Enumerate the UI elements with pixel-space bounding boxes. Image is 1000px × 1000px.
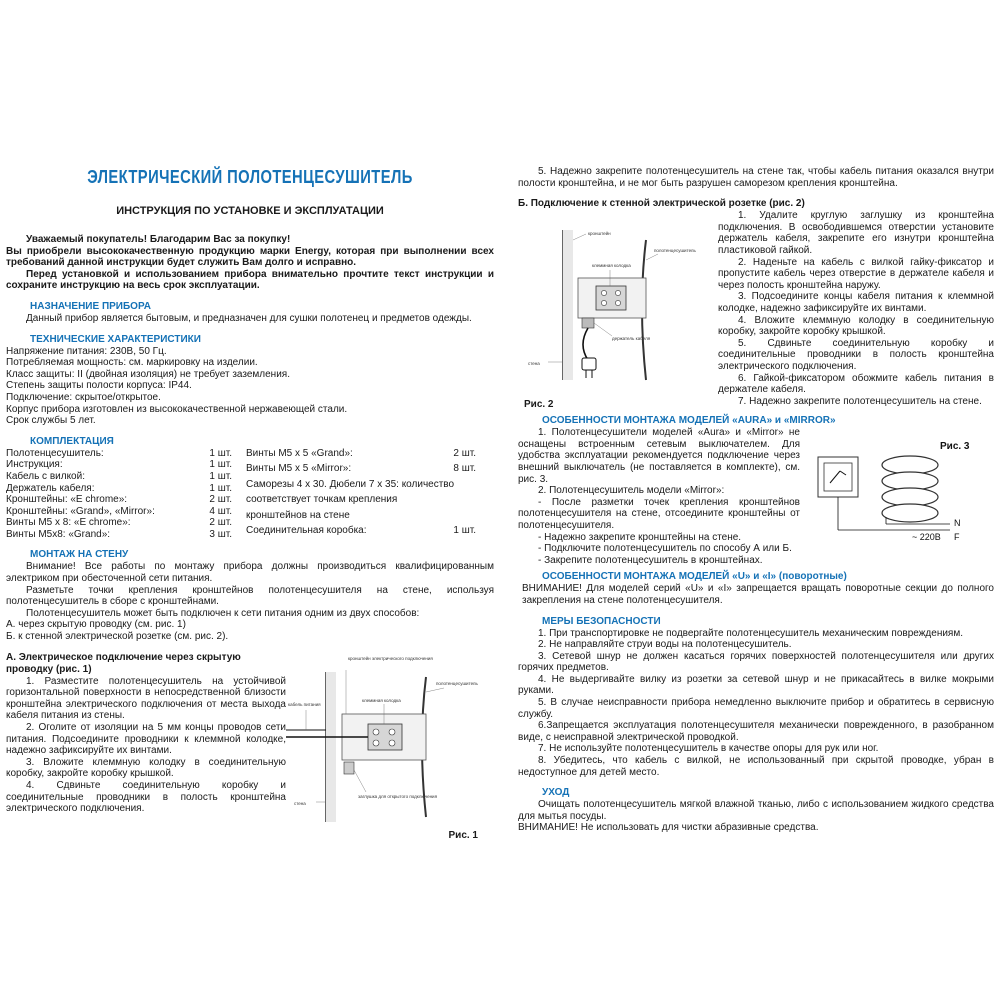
kit-item-name: Кронштейны: «E chrome»: (6, 494, 128, 506)
rotary-text: ВНИМАНИЕ! Для моделей серий «U» и «I» запрещается вращать поворотные секции до полного закрепления на стене полотенцесушителя. (522, 583, 994, 606)
section-a (6, 652, 494, 842)
page-subtitle: ИНСТРУКЦИЯ ПО УСТАНОВКЕ И ЭКСПЛУАТАЦИИ (116, 205, 384, 217)
section-a-step: 1. Разместите полотенцесушитель на устойчивой горизонтальной поверхности в непосредственной близости кронштейна электрического подключения от места выхода кабеля питания из стены. (6, 675, 286, 722)
right-column (518, 166, 994, 834)
care-warning: ВНИМАНИЕ! Не использовать для чистки абразивные средства. (518, 822, 819, 834)
kit-item-name: Инструкция: (6, 459, 63, 471)
safety-item: 4. Не выдергивайте вилку из розетки за сетевой шнур и не прикасайтесь в вилке мокрыми руками. (518, 673, 994, 697)
mount-heading: МОНТАЖ НА СТЕНУ (30, 549, 129, 561)
figure-1-caption: Рис. 1 (448, 830, 478, 842)
leader-line (426, 688, 444, 692)
safety-item: 5. В случае неисправности прибора немедленно выключите прибор и обратитесь в сервисную службу. (518, 697, 994, 720)
fig2-label-dryer: полотенцесушитель (654, 248, 696, 254)
spec-line: Напряжение питания: 230В, 50 Гц. (6, 345, 167, 357)
figure-2-diagram (518, 210, 718, 392)
section-a-step: 4. Сдвиньте соединительную коробку и соединительные проводники в полость кронштейна электрического подключения. (6, 779, 286, 815)
coil-loop (882, 456, 938, 474)
kit-row (6, 483, 246, 495)
aura-mirror-section (518, 427, 994, 566)
cable-holder-shape (582, 318, 594, 328)
mount-step-5: 5. Надежно закрепите полотенцесушитель на стене так, чтобы кабель питания оказался внутри полости кронштейна, и не мог быть разрушен саморезом крепления кронштейна. (518, 166, 994, 189)
kit-item-name: Винты М5 х 5 «Mirror»: (246, 463, 352, 475)
section-b-text (718, 210, 994, 410)
coil-loop (882, 504, 938, 522)
kit-row (6, 448, 246, 460)
kit-item-name: Держатель кабеля: (6, 482, 95, 494)
kit-row (6, 459, 246, 471)
fig1-label-cover: заглушка для открытого подключения (358, 793, 438, 799)
screw-shape (615, 301, 620, 306)
switch-inner (824, 463, 852, 491)
fig1-label-bracket: кронштейн электрического подключения (348, 655, 433, 661)
screw-shape (601, 301, 606, 306)
kit-item-qty: 2 шт. (209, 494, 232, 506)
screw-shape (373, 729, 379, 735)
kit-row (6, 506, 246, 518)
rotary-heading: ОСОБЕННОСТИ МОНТАЖА МОДЕЛЕЙ «U» и «I» (поворотные) (542, 571, 847, 583)
kit-heading: КОМПЛЕКТАЦИЯ (30, 435, 114, 447)
mount-option-b: Б. к стенной электрической розетке (см. рис. 2). (6, 631, 229, 643)
safety-item: 2. Не направляйте струи воды на полотенцесушитель. (538, 639, 792, 651)
plug-shape (582, 358, 596, 370)
screw-shape (601, 291, 606, 296)
kit-left-list (6, 448, 246, 541)
spec-line: Срок службы 5 лет. (6, 415, 96, 427)
section-a-step: 2. Оголите от изоляции на 5 мм концы проводов сети питания. Подсоедините проводники к клеммной колодке, надежно зафиксируйте их винтами. (6, 722, 286, 757)
coil-loop (882, 488, 938, 506)
specs-heading: ТЕХНИЧЕСКИЕ ХАРАКТЕРИСТИКИ (30, 333, 201, 345)
aura-mirror-p1: 1. Полотенцесушители моделей «Aura» и «Mirror» не оснащены встроенным сетевым выключателем. Для удобства эксплуатации рекомендуется подключение через внешний выключатель (не поставляется в комплекте), см. рис. 3. (518, 427, 800, 485)
kit-item-name: кронштейнов на стене (246, 509, 350, 521)
aura-mirror-heading: ОСОБЕННОСТИ МОНТАЖА МОДЕЛЕЙ «AURA» и «MIRROR» (542, 415, 836, 427)
fig3-label-f: F (954, 532, 960, 543)
aura-mirror-bullet: - Закрепите полотенцесушитель в кронштейнах. (538, 554, 763, 566)
kit-row (6, 494, 246, 506)
section-b-step: 7. Надежно закрепите полотенцесушитель на стене. (738, 395, 982, 407)
terminal-block-shape (368, 724, 402, 750)
coil-loop (882, 472, 938, 490)
fig1-label-cable: кабель питания (288, 701, 321, 707)
kit-item-name: Кронштейны: «Grand», «Mirror»: (6, 505, 155, 517)
aura-mirror-bullet: - Подключите полотенцесушитель по способу А или Б. (538, 543, 792, 555)
terminal-block-shape (596, 286, 626, 310)
kit-item-qty: 2 шт. (209, 517, 232, 529)
kit-item-name: Саморезы 4 х 30. Дюбели 7 х 35: количество (246, 478, 455, 490)
kit-item-name: Кабель с вилкой: (6, 470, 85, 482)
figure-2-caption: Рис. 2 (524, 398, 554, 410)
kit-item-qty: 4 шт. (209, 505, 232, 517)
kit-row (246, 448, 476, 463)
leader-line (646, 254, 658, 260)
section-b (518, 210, 994, 410)
kit-item-qty: 1 шт. (209, 447, 232, 459)
intro-brand: Вы приобрели высококачественную продукцию марки Energy, которая при выполнении всех требований данной инструкции будет служить Вам долго и исправно. (6, 245, 494, 269)
section-a-step: 3. Вложите клеммную колодку в соединительную коробку, закройте коробку крышкой. (6, 756, 286, 780)
kit-item-name: Винты М5 х 8: «E chrome»: (6, 517, 131, 529)
dryer-coils (882, 456, 938, 522)
care-text: Очищать полотенцесушитель мягкой влажной тканью, либо с использованием жидкого средства для мытья посуды. (518, 799, 994, 822)
left-column (6, 166, 494, 842)
mount-option-a: А. через скрытую проводку (см. рис. 1) (6, 619, 186, 631)
kit-item-qty: 1 шт. (453, 524, 476, 536)
kit-row (246, 479, 476, 494)
section-b-step: 1. Удалите круглую заглушку из кронштейна подключения. В освободившемся отверстии установите держатель кабеля, закрепите его изнутри кронштейна пластиковой гайкой. (718, 210, 994, 256)
fig3-label-n: N (954, 518, 961, 529)
care-heading: УХОД (542, 787, 570, 799)
screw-shape (373, 740, 379, 746)
intro-read-instructions: Перед установкой и использованием прибора внимательно прочтите текст инструкции и сохраните инструкцию на весь срок эксплуатации. (6, 268, 494, 292)
fig1-label-wall: стена (294, 800, 306, 806)
mount-methods: Полотенцесушитель может быть подключен к сети питания одним из двух способов: (26, 607, 420, 619)
section-b-step: 4. Вложите клеммную колодку в соединительную коробку, закройте коробку крышкой. (718, 314, 994, 338)
safety-item: 1. При транспортировке не подвергайте полотенцесушитель механическим повреждениям. (538, 627, 963, 639)
kit-row (246, 510, 476, 525)
kit-item-name: Винты М5 х 5 «Grand»: (246, 447, 353, 459)
spec-line: Корпус прибора изготовлен из высококачественной нержавеющей стали. (6, 403, 348, 415)
spec-line: Подключение: скрытое/открытое. (6, 391, 161, 403)
section-b-step: 3. Подсоедините концы кабеля питания к клеммной колодке, надежно зафиксируйте их винтами. (718, 291, 994, 314)
section-b-step: 6. Гайкой-фиксатором обожмите кабель питания в держателе кабеля. (718, 372, 994, 396)
kit-item-name: Соединительная коробка: (246, 524, 367, 536)
screw-shape (615, 291, 620, 296)
aura-mirror-p2: 2. Полотенцесушитель модели «Mirror»: (538, 485, 725, 497)
spec-line: Потребляемая мощность: см. маркировку на изделии. (6, 357, 258, 369)
fig1-label-terminal: клеммная колодка (362, 697, 401, 703)
plug-cable (583, 328, 588, 360)
kit-row (6, 529, 246, 541)
leader-line (594, 323, 612, 336)
figure-3-diagram (800, 427, 994, 547)
fig2-label-wall: стена (528, 361, 540, 367)
fig2-label-holder: держатель кабеля (612, 336, 651, 342)
section-b-step: 2. Наденьте на кабель с вилкой гайку-фиксатор и пропустите кабель через отверстие в держателе кабеля и через полость кронштейна наружу. (718, 256, 994, 291)
leader-line (354, 770, 366, 792)
safety-item: 3. Сетевой шнур не должен касаться горячих поверхностей полотенцесушителя или других горячих предметов. (518, 650, 994, 674)
kit-item-name: соответствует точкам крепления (246, 494, 398, 506)
intro-greeting: Уважаемый покупатель! Благодарим Вас за покупку! (26, 234, 291, 245)
section-a-heading: А. Электрическое подключение через скрытую проводку (рис. 1) (6, 651, 241, 675)
kit-table (6, 448, 494, 541)
fig2-label-bracket: кронштейн (588, 231, 611, 237)
spec-line: Степень защиты полости корпуса: IP44. (6, 380, 192, 392)
wall-shade (563, 230, 573, 380)
kit-item-qty: 1 шт. (209, 482, 232, 494)
figure-1-diagram (286, 652, 494, 827)
cover-shape (344, 762, 354, 774)
mount-warning: Внимание! Все работы по монтажу прибора должны производиться квалифицированным электриком при обесточенной сети питания. (6, 561, 494, 585)
kit-item-name: Винты М5х8: «Grand»: (6, 528, 111, 540)
kit-right-list (246, 448, 476, 541)
kit-row (6, 471, 246, 483)
kit-item-qty: 1 шт. (209, 470, 232, 482)
screw-shape (389, 729, 395, 735)
aura-mirror-bullet: - Надежно закрепите кронштейны на стене. (538, 531, 742, 543)
safety-heading: МЕРЫ БЕЗОПАСНОСТИ (542, 615, 661, 627)
safety-item: 6.Запрещается эксплуатация полотенцесушителя механически поврежденного, в разобранном виде, с неисправной электрической проводкой. (518, 720, 994, 743)
kit-row (246, 463, 476, 478)
kit-row (246, 525, 476, 540)
kit-item-qty: 3 шт. (209, 528, 232, 540)
screw-shape (389, 740, 395, 746)
kit-item-name: Полотенцесушитель: (6, 447, 104, 459)
section-b-step: 5. Сдвиньте соединительную коробку и соединительные проводники в полость кронштейна электрического подключения. (718, 337, 994, 372)
leader-line (573, 234, 586, 240)
fig1-label-dryer: полотенцесушитель (436, 680, 478, 686)
purpose-heading: НАЗНАЧЕНИЕ ПРИБОРА (30, 300, 151, 312)
figure-3-caption: Рис. 3 (940, 441, 970, 453)
fig3-voltage: ~ 220В (912, 532, 941, 543)
safety-item: 7. Не используйте полотенцесушитель в качестве опоры для рук или ног. (538, 743, 879, 755)
safety-item: 8. Убедитесь, что кабель с вилкой, не использованный при скрытой проводке, убран в недоступное для детей место. (518, 755, 994, 778)
fig2-label-terminal: клеммная колодка (592, 263, 631, 269)
kit-row (246, 494, 476, 509)
figure-3 (800, 427, 994, 547)
spec-line: Класс защиты: II (двойная изоляция) не требует заземления. (6, 368, 290, 380)
figure-2 (518, 210, 718, 410)
section-a-text (6, 652, 286, 842)
kit-item-qty: 2 шт. (453, 447, 476, 459)
kit-item-qty: 1 шт. (209, 459, 232, 471)
wall-shade (326, 672, 336, 822)
kit-item-qty: 8 шт. (453, 463, 476, 475)
aura-mirror-text (518, 427, 800, 566)
page-title: ЭЛЕКТРИЧЕСКИЙ ПОЛОТЕНЦЕСУШИТЕЛЬ (87, 167, 413, 187)
aura-mirror-bullet: - После разметки точек крепления кронштейнов полотенцесушителя на стене, отсоедините кронштейны от полотенцесушителя. (518, 496, 800, 531)
mount-marking: Разметьте точки крепления кронштейнов полотенцесушителя на стене, используя полотенцесушитель в сборе с кронштейнами. (6, 584, 494, 608)
figure-1 (286, 652, 494, 842)
kit-row (6, 517, 246, 529)
purpose-text: Данный прибор является бытовым, и предназначен для сушки полотенец и предметов одежды. (26, 312, 472, 324)
section-b-heading: Б. Подключение к стенной электрической розетке (рис. 2) (518, 198, 805, 210)
